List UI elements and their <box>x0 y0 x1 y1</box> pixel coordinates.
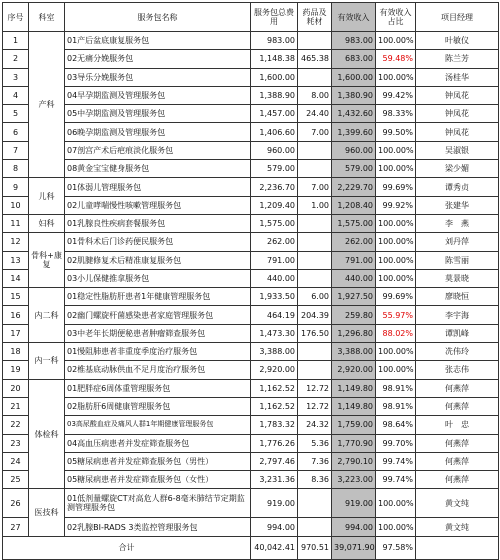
total-cell: 464.19 <box>251 306 298 324</box>
rate-cell: 88.02% <box>376 324 416 342</box>
manager-cell: 梁少媚 <box>416 160 499 178</box>
seq-cell: 1 <box>3 32 29 50</box>
total-cell: 1,473.30 <box>251 324 298 342</box>
seq-cell: 21 <box>3 397 29 415</box>
header-dept: 科室 <box>29 3 65 32</box>
total-cell: 1,575.00 <box>251 214 298 232</box>
drug-cell: 204.39 <box>298 306 332 324</box>
table-row <box>3 86 499 104</box>
drug-cell: 24.32 <box>298 416 332 434</box>
drug-cell <box>298 160 332 178</box>
rate-cell: 100.00% <box>376 343 416 361</box>
total-cell: 1,209.40 <box>251 196 298 214</box>
drug-cell: 176.50 <box>298 324 332 342</box>
drug-cell <box>298 361 332 379</box>
service-cell: 04高血压病患者并发症筛查服务包 <box>65 434 251 452</box>
seq-cell: 12 <box>3 233 29 251</box>
manager-cell: 何燕萍 <box>416 452 499 470</box>
seq-cell: 16 <box>3 306 29 324</box>
rate-cell: 99.92% <box>376 196 416 214</box>
income-cell: 1,149.80 <box>332 379 376 397</box>
income-cell: 262.00 <box>332 233 376 251</box>
seq-cell: 25 <box>3 471 29 489</box>
seq-cell: 9 <box>3 178 29 196</box>
total-cell: 1,933.50 <box>251 288 298 306</box>
drug-cell <box>298 343 332 361</box>
seq-cell: 15 <box>3 288 29 306</box>
rate-cell: 99.69% <box>376 178 416 196</box>
service-cell: 01骨科术后门诊药便民服务包 <box>65 233 251 251</box>
drug-cell <box>298 214 332 232</box>
income-cell: 919.00 <box>332 489 376 518</box>
income-cell: 1,296.80 <box>332 324 376 342</box>
manager-cell: 莫景晓 <box>416 269 499 287</box>
dept-cell: 产科 <box>29 32 65 178</box>
manager-cell: 吴淑银 <box>416 141 499 159</box>
total-cell: 2,797.46 <box>251 452 298 470</box>
income-cell: 1,770.90 <box>332 434 376 452</box>
rate-cell: 98.91% <box>376 379 416 397</box>
total-cell: 1,148.38 <box>251 50 298 68</box>
income-cell: 1,432.60 <box>332 105 376 123</box>
rate-cell: 100.00% <box>376 489 416 518</box>
seq-cell: 17 <box>3 324 29 342</box>
total-cell: 1,388.90 <box>251 86 298 104</box>
table-row <box>3 288 499 306</box>
income-cell: 2,790.10 <box>332 452 376 470</box>
rate-cell: 99.74% <box>376 452 416 470</box>
service-cell: 02肌腱修复术后精准康复服务包 <box>65 251 251 269</box>
rate-cell: 100.00% <box>376 269 416 287</box>
service-cell: 05糖尿病患者并发症筛查服务包（男性） <box>65 452 251 470</box>
drug-cell: 8.36 <box>298 471 332 489</box>
rate-cell: 99.74% <box>376 471 416 489</box>
rate-cell: 100.00% <box>376 233 416 251</box>
total-cell: 262.00 <box>251 233 298 251</box>
manager-cell: 刘丹萍 <box>416 233 499 251</box>
service-cell: 05糖尿病患者并发症筛查服务包（女性） <box>65 471 251 489</box>
table-row <box>3 178 499 196</box>
seq-cell: 27 <box>3 518 29 536</box>
total-cell: 960.00 <box>251 141 298 159</box>
dept-cell: 医技科 <box>29 489 65 536</box>
manager-cell: 李宇海 <box>416 306 499 324</box>
service-cell: 05中孕期监测及管理服务包 <box>65 105 251 123</box>
dept-cell: 骨科+康复 <box>29 233 65 288</box>
income-cell: 960.00 <box>332 141 376 159</box>
manager-cell: 黄文纯 <box>416 489 499 518</box>
total-income-cell: 39,071.90 <box>332 536 376 559</box>
service-cell: 02幽门螺旋杆菌感染患者家庭管理服务包 <box>65 306 251 324</box>
manager-cell: 叶 忠 <box>416 416 499 434</box>
manager-cell: 冼伟玲 <box>416 343 499 361</box>
header-rate: 有效收入占比 <box>376 3 416 32</box>
header-seq: 序号 <box>3 3 29 32</box>
drug-cell <box>298 489 332 518</box>
manager-cell: 廖晓恒 <box>416 288 499 306</box>
drug-cell <box>298 68 332 86</box>
total-cell: 791.00 <box>251 251 298 269</box>
table-row <box>3 343 499 361</box>
income-cell: 259.80 <box>332 306 376 324</box>
service-cell: 07剖宫产术后疤痕淡化服务包 <box>65 141 251 159</box>
service-cell: 01低剂量螺旋CT对高危人群6-8毫米肺结节定期监测管理服务包 <box>65 489 251 518</box>
service-cell: 01产后盆底康复服务包 <box>65 32 251 50</box>
header-manager: 项目经理 <box>416 3 499 32</box>
service-cell: 01肥胖症6周体重管理服务包 <box>65 379 251 397</box>
manager-cell: 张建华 <box>416 196 499 214</box>
seq-cell: 20 <box>3 379 29 397</box>
total-cell: 2,236.70 <box>251 178 298 196</box>
drug-cell: 465.38 <box>298 50 332 68</box>
service-package-table <box>2 2 499 560</box>
dept-cell: 儿科 <box>29 178 65 215</box>
rate-cell: 55.97% <box>376 306 416 324</box>
manager-cell: 钟凤花 <box>416 105 499 123</box>
rate-cell: 99.50% <box>376 123 416 141</box>
table-row <box>3 489 499 518</box>
income-cell: 1,575.00 <box>332 214 376 232</box>
header-total: 服务包总费用 <box>251 3 298 32</box>
income-cell: 1,399.60 <box>332 123 376 141</box>
total-row <box>3 536 499 559</box>
seq-cell: 5 <box>3 105 29 123</box>
service-cell: 08黄金宝宝健身服务包 <box>65 160 251 178</box>
table-row <box>3 306 499 324</box>
table-row <box>3 416 499 434</box>
manager-cell: 钟凤花 <box>416 86 499 104</box>
service-cell: 01稳定性脂肪肝患者1年健康管理服务包 <box>65 288 251 306</box>
total-cell: 579.00 <box>251 160 298 178</box>
income-cell: 1,149.80 <box>332 397 376 415</box>
income-cell: 3,388.00 <box>332 343 376 361</box>
rate-cell: 100.00% <box>376 214 416 232</box>
seq-cell: 8 <box>3 160 29 178</box>
seq-cell: 13 <box>3 251 29 269</box>
drug-cell <box>298 251 332 269</box>
seq-cell: 3 <box>3 68 29 86</box>
total-cell: 2,920.00 <box>251 361 298 379</box>
income-cell: 1,927.50 <box>332 288 376 306</box>
income-cell: 683.00 <box>332 50 376 68</box>
table-row <box>3 160 499 178</box>
table-row <box>3 251 499 269</box>
manager-cell: 叶敏仪 <box>416 32 499 50</box>
service-cell: 04早孕期监测及管理服务包 <box>65 86 251 104</box>
rate-cell: 100.00% <box>376 361 416 379</box>
seq-cell: 7 <box>3 141 29 159</box>
table-row <box>3 233 499 251</box>
total-cell: 1,406.60 <box>251 123 298 141</box>
total-cell: 919.00 <box>251 489 298 518</box>
table-row <box>3 324 499 342</box>
service-cell: 02无痛分娩服务包 <box>65 50 251 68</box>
rate-cell: 100.00% <box>376 68 416 86</box>
seq-cell: 24 <box>3 452 29 470</box>
total-cell: 1,162.52 <box>251 397 298 415</box>
rate-cell: 98.33% <box>376 105 416 123</box>
manager-cell: 陈兰芳 <box>416 50 499 68</box>
drug-cell: 12.72 <box>298 379 332 397</box>
seq-cell: 14 <box>3 269 29 287</box>
header-income: 有效收入 <box>332 3 376 32</box>
seq-cell: 18 <box>3 343 29 361</box>
rate-cell: 100.00% <box>376 518 416 536</box>
drug-cell <box>298 233 332 251</box>
total-cell: 983.00 <box>251 32 298 50</box>
rate-cell: 100.00% <box>376 141 416 159</box>
table-row <box>3 141 499 159</box>
manager-cell: 钟凤花 <box>416 123 499 141</box>
manager-cell: 何燕萍 <box>416 434 499 452</box>
total-drug-cell: 970.51 <box>298 536 332 559</box>
manager-cell: 何燕萍 <box>416 397 499 415</box>
table-row <box>3 50 499 68</box>
table-row <box>3 214 499 232</box>
total-label: 合计 <box>3 536 251 559</box>
total-cell: 440.00 <box>251 269 298 287</box>
income-cell: 1,759.00 <box>332 416 376 434</box>
income-cell: 3,223.00 <box>332 471 376 489</box>
drug-cell <box>298 32 332 50</box>
service-cell: 06晚孕期监测及管理服务包 <box>65 123 251 141</box>
total-cell: 1,776.26 <box>251 434 298 452</box>
dept-cell: 妇科 <box>29 214 65 232</box>
manager-cell: 谭秀贞 <box>416 178 499 196</box>
income-cell: 994.00 <box>332 518 376 536</box>
service-cell: 02椎基底动脉供血不足月度治疗服务包 <box>65 361 251 379</box>
drug-cell: 1.00 <box>298 196 332 214</box>
manager-cell: 何燕萍 <box>416 471 499 489</box>
seq-cell: 2 <box>3 50 29 68</box>
rate-cell: 100.00% <box>376 251 416 269</box>
drug-cell: 7.00 <box>298 123 332 141</box>
table-row <box>3 434 499 452</box>
rate-cell: 99.70% <box>376 434 416 452</box>
drug-cell <box>298 269 332 287</box>
dept-cell: 内二科 <box>29 288 65 343</box>
drug-cell: 6.00 <box>298 288 332 306</box>
manager-cell: 李 燕 <box>416 214 499 232</box>
total-rate-cell: 97.58% <box>376 536 416 559</box>
rate-cell: 99.69% <box>376 288 416 306</box>
rate-cell: 99.42% <box>376 86 416 104</box>
seq-cell: 23 <box>3 434 29 452</box>
drug-cell: 24.40 <box>298 105 332 123</box>
income-cell: 983.00 <box>332 32 376 50</box>
header-drug: 药品及耗材 <box>298 3 332 32</box>
manager-cell: 何燕萍 <box>416 379 499 397</box>
seq-cell: 10 <box>3 196 29 214</box>
rate-cell: 100.00% <box>376 160 416 178</box>
table-row <box>3 518 499 536</box>
seq-cell: 26 <box>3 489 29 518</box>
service-cell: 02脂肪肝6周健康管理服务包 <box>65 397 251 415</box>
service-cell: 02乳腺BI-RADS 3类监控管理服务包 <box>65 518 251 536</box>
table-row <box>3 361 499 379</box>
table-row <box>3 452 499 470</box>
service-cell: 02儿童哮喘慢性咳嗽管理服务包 <box>65 196 251 214</box>
service-cell: 03中老年长期便秘患者肿瘤筛查服务包 <box>65 324 251 342</box>
income-cell: 2,229.70 <box>332 178 376 196</box>
dept-cell: 内一科 <box>29 343 65 380</box>
service-cell: 03高尿酸血症及痛风人群1年期健康管理服务包 <box>65 416 251 434</box>
drug-cell: 7.36 <box>298 452 332 470</box>
header-service: 服务包名称 <box>65 3 251 32</box>
header-row <box>3 3 499 32</box>
drug-cell: 7.00 <box>298 178 332 196</box>
seq-cell: 4 <box>3 86 29 104</box>
manager-cell: 张志伟 <box>416 361 499 379</box>
drug-cell <box>298 141 332 159</box>
seq-cell: 6 <box>3 123 29 141</box>
rate-cell: 98.91% <box>376 397 416 415</box>
rate-cell: 100.00% <box>376 32 416 50</box>
income-cell: 1,380.90 <box>332 86 376 104</box>
manager-cell: 黄文纯 <box>416 518 499 536</box>
table-row <box>3 397 499 415</box>
total-cell: 1,600.00 <box>251 68 298 86</box>
manager-cell: 汤桂华 <box>416 68 499 86</box>
income-cell: 440.00 <box>332 269 376 287</box>
total-cell: 994.00 <box>251 518 298 536</box>
service-cell: 03导乐分娩服务包 <box>65 68 251 86</box>
income-cell: 579.00 <box>332 160 376 178</box>
total-manager-cell <box>416 536 499 559</box>
income-cell: 791.00 <box>332 251 376 269</box>
income-cell: 1,600.00 <box>332 68 376 86</box>
drug-cell: 8.00 <box>298 86 332 104</box>
service-cell: 01慢阻肺患者非重度季度治疗服务包 <box>65 343 251 361</box>
total-cell: 1,457.00 <box>251 105 298 123</box>
total-cell: 3,388.00 <box>251 343 298 361</box>
rate-cell: 59.48% <box>376 50 416 68</box>
service-cell: 03小儿保健推拿服务包 <box>65 269 251 287</box>
table-row <box>3 32 499 50</box>
table-row <box>3 196 499 214</box>
dept-cell: 体检科 <box>29 379 65 489</box>
table-row <box>3 68 499 86</box>
seq-cell: 19 <box>3 361 29 379</box>
drug-cell <box>298 518 332 536</box>
seq-cell: 11 <box>3 214 29 232</box>
income-cell: 2,920.00 <box>332 361 376 379</box>
total-cell: 1,783.32 <box>251 416 298 434</box>
total-cell: 3,231.36 <box>251 471 298 489</box>
table-row <box>3 379 499 397</box>
drug-cell: 5.36 <box>298 434 332 452</box>
service-cell: 01乳腺良性疾病套餐服务包 <box>65 214 251 232</box>
manager-cell: 陈雪丽 <box>416 251 499 269</box>
income-cell: 1,208.40 <box>332 196 376 214</box>
table-row <box>3 105 499 123</box>
seq-cell: 22 <box>3 416 29 434</box>
service-cell: 01体弱儿管理服务包 <box>65 178 251 196</box>
total-sum-cell: 40,042.41 <box>251 536 298 559</box>
total-cell: 1,162.52 <box>251 379 298 397</box>
table-row <box>3 123 499 141</box>
rate-cell: 98.64% <box>376 416 416 434</box>
manager-cell: 谭凯峰 <box>416 324 499 342</box>
table-row <box>3 471 499 489</box>
table-row <box>3 269 499 287</box>
drug-cell: 12.72 <box>298 397 332 415</box>
